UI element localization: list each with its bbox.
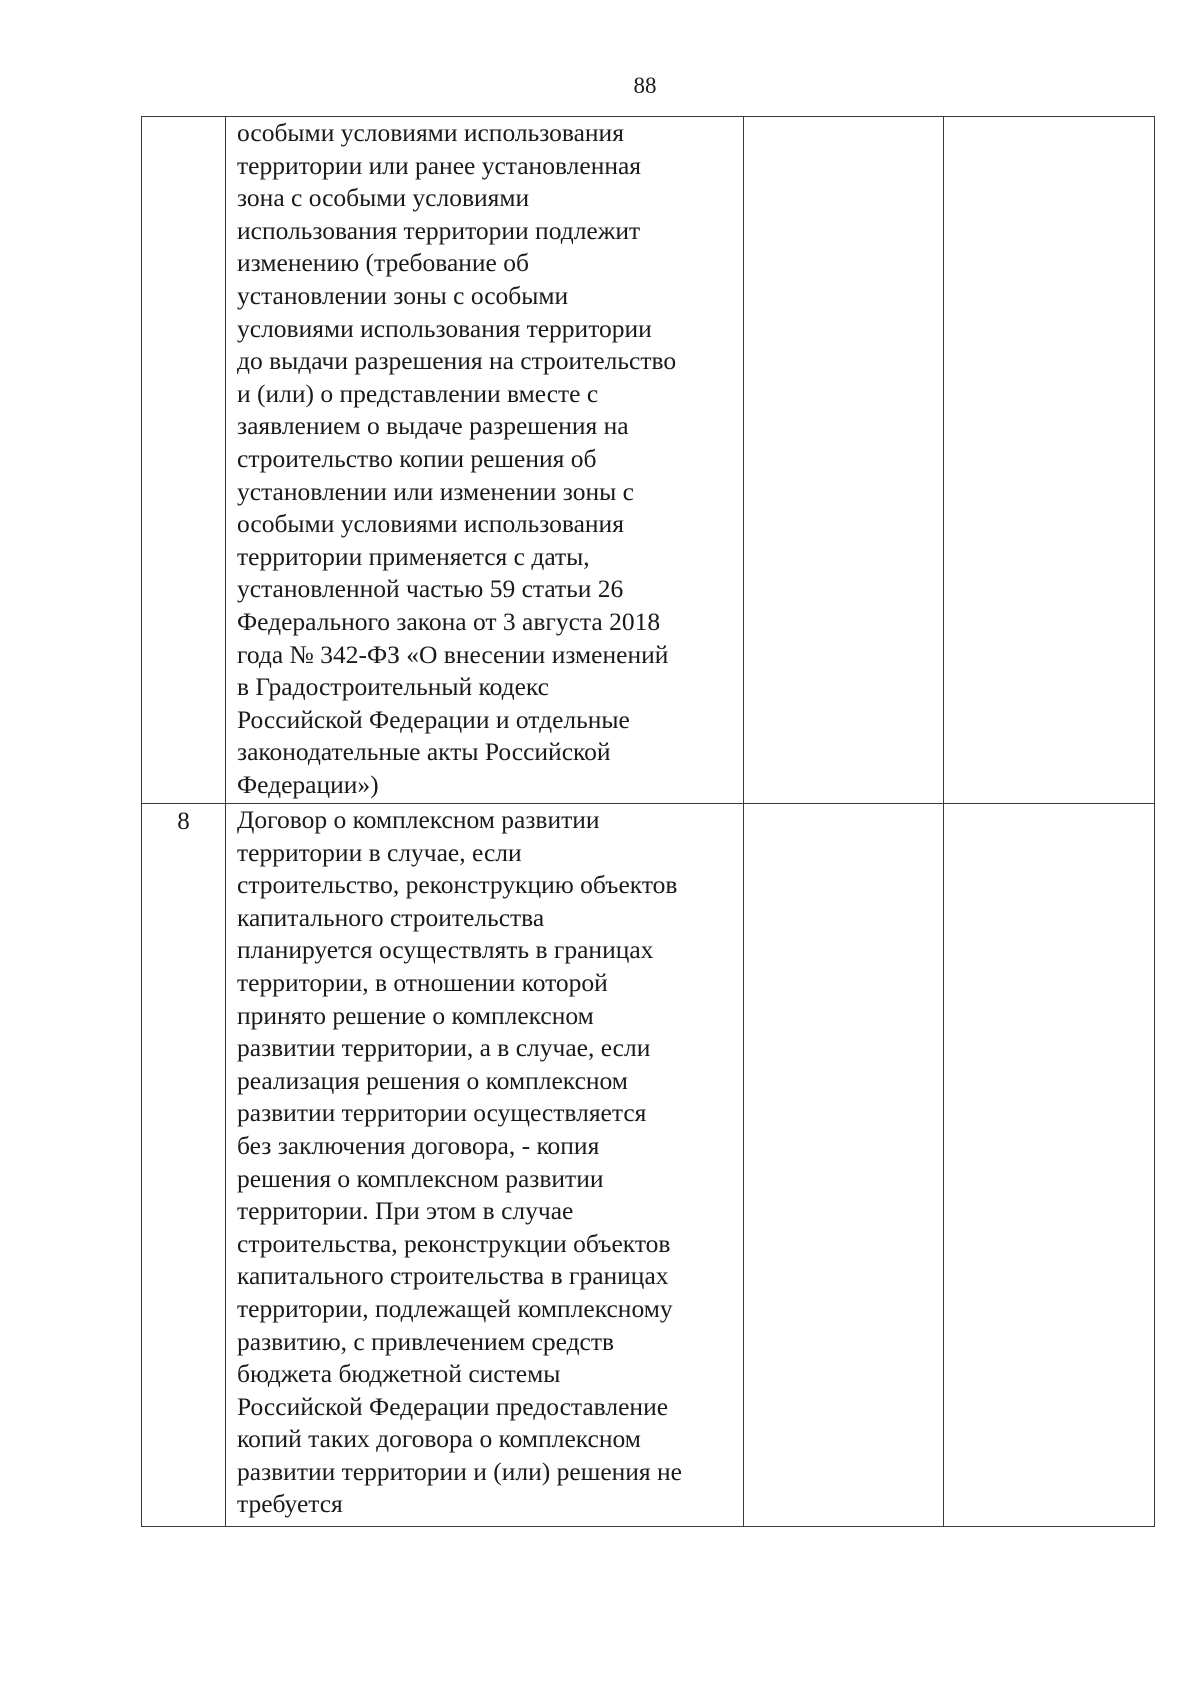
text-line: капитального строительства в границах xyxy=(237,1261,669,1291)
text-line: принято решение о комплексном xyxy=(237,1000,594,1030)
text-line: строительство, реконструкцию объектов xyxy=(237,870,678,900)
empty-cell xyxy=(744,804,944,1527)
document-description-cell xyxy=(226,117,744,804)
text-line: Российской Федерации предоставление xyxy=(237,1391,669,1421)
text-line: установлении или изменении зоны с xyxy=(237,476,634,506)
text-line: особыми условиями использования xyxy=(237,118,624,147)
text-line: зона с особыми условиями xyxy=(237,183,530,213)
text-line: реализация решения о комплексном xyxy=(237,1065,628,1095)
text-line: установлении зоны с особыми xyxy=(237,280,569,310)
text-line: бюджета бюджетной системы xyxy=(237,1359,561,1389)
text-line: использования территории подлежит xyxy=(237,215,641,245)
text-line: условиями использования территории xyxy=(237,313,652,343)
text-line: в Градостроительный кодекс xyxy=(237,672,549,702)
text-line: территории, в отношении которой xyxy=(237,967,608,997)
text-line: законодательные акты Российской xyxy=(237,737,611,767)
text-line: строительства, реконструкции объектов xyxy=(237,1228,671,1258)
text-line: Договор о комплексном развитии xyxy=(237,805,600,834)
text-line: строительство копии решения об xyxy=(237,443,597,473)
text-line: планируется осуществлять в границах xyxy=(237,935,654,965)
text-line: особыми условиями использования xyxy=(237,509,624,539)
text-line: территории. При этом в случае xyxy=(237,1196,574,1226)
text-line: территории в случае, если xyxy=(237,837,522,867)
empty-cell xyxy=(744,117,944,804)
text-line: территории применяется с даты, xyxy=(237,541,590,571)
text-line: территории, подлежащей комплексному xyxy=(237,1293,673,1323)
text-line: без заключения договора, - копия xyxy=(237,1130,600,1160)
text-line: решения о комплексном развитии xyxy=(237,1163,604,1193)
page-number: 88 xyxy=(633,73,657,98)
row-number-cell xyxy=(142,117,226,804)
text-line: Федерального закона от 3 августа 2018 xyxy=(237,606,661,636)
text-line: развитии территории, а в случае, если xyxy=(237,1033,651,1063)
text-line: развитию, с привлечением средств xyxy=(237,1326,615,1356)
row-number-cell: 8 xyxy=(142,804,226,1527)
text-line: развитии территории и (или) решения не xyxy=(237,1456,683,1486)
table-row xyxy=(142,117,1155,804)
table-row xyxy=(142,804,1155,1527)
text-line: Российской Федерации и отдельные xyxy=(237,704,630,734)
text-line: установленной частью 59 статьи 26 xyxy=(237,574,624,604)
text-line: и (или) о представлении вместе с xyxy=(237,378,599,408)
text-line: до выдачи разрешения на строительство xyxy=(237,346,677,376)
text-line: заявлением о выдаче разрешения на xyxy=(237,411,629,441)
document-description-cell xyxy=(226,804,744,1527)
text-line: изменению (требование об xyxy=(237,248,529,278)
text-line: Федерации») xyxy=(237,769,379,799)
text-line: года № 342-ФЗ «О внесении изменений xyxy=(237,639,669,669)
text-line: территории или ранее установленная xyxy=(237,150,642,180)
requirements-table xyxy=(141,116,1155,1527)
empty-cell xyxy=(944,804,1155,1527)
text-line: копий таких договора о комплексном xyxy=(237,1424,641,1454)
empty-cell xyxy=(944,117,1155,804)
text-line: капитального строительства xyxy=(237,902,545,932)
text-line: требуется xyxy=(237,1489,343,1519)
text-line: развитии территории осуществляется xyxy=(237,1098,647,1128)
